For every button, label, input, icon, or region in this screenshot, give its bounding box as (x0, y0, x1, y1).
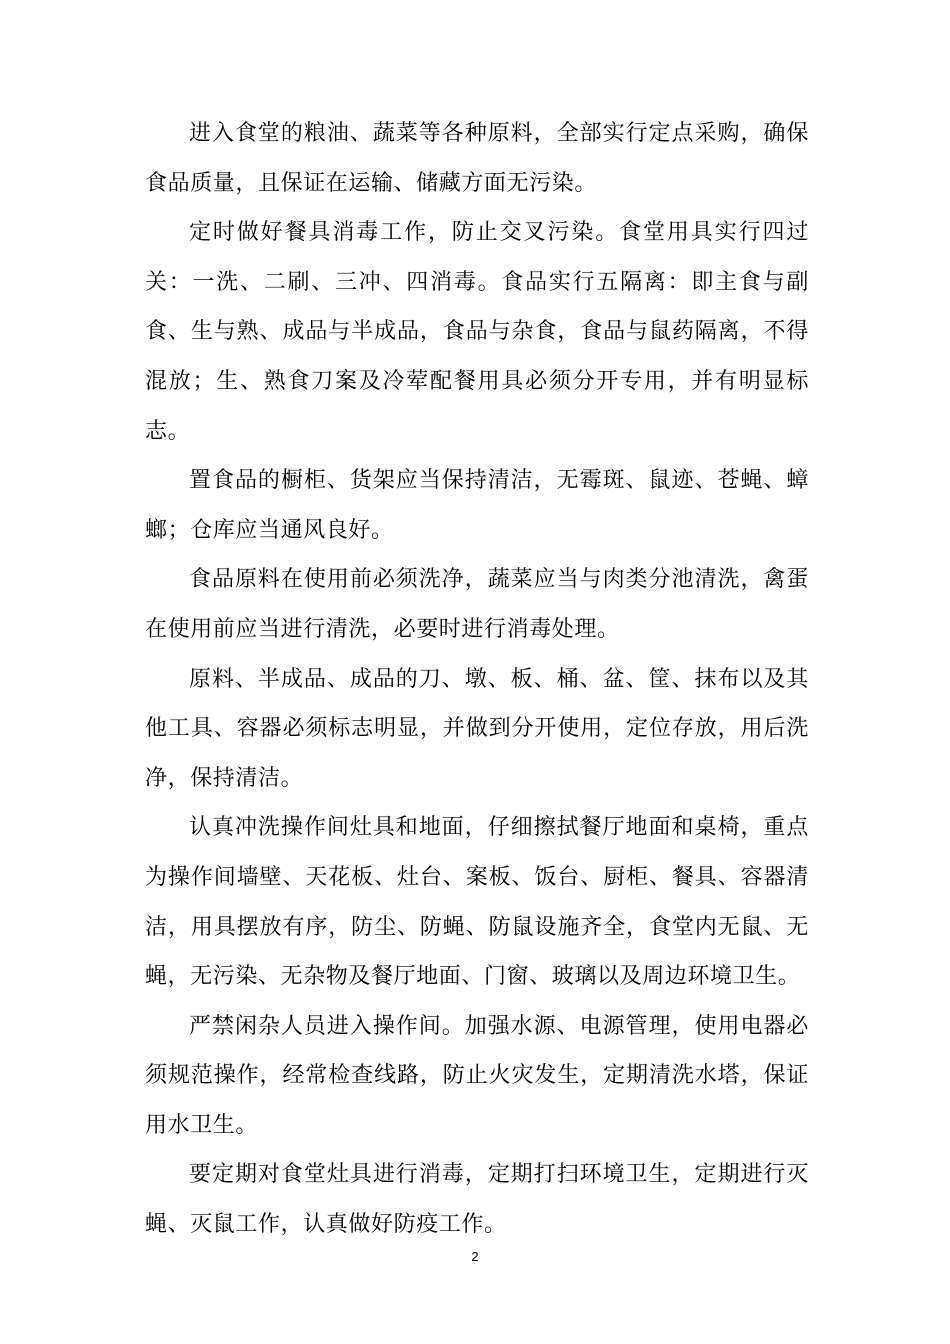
paragraph-4: 食品原料在使用前必须洗净，蔬菜应当与肉类分池清洗，禽蛋在使用前应当进行清洗，必要时进行消毒处理。 (145, 567, 809, 642)
document-body (145, 109, 809, 1250)
paragraph-8: 要定期对食堂灶具进行消毒，定期打扫环境卫生，定期进行灭蝇、灭鼠工作，认真做好防疫工作。 (145, 1162, 809, 1238)
paragraph-5: 原料、半成品、成品的刀、墩、板、桶、盆、筐、抹布以及其他工具、容器必须标志明显，并做到分开使用，定位存放，用后洗净，保持清洁。 (145, 666, 809, 791)
paragraph-2: 定时做好餐具消毒工作，防止交叉污染。食堂用具实行四过关：一洗、二刷、三冲、四消毒。食品实行五隔离：即主食与副食、生与熟、成品与半成品，食品与杂食，食品与鼠药隔离，不得混放；生、熟食刀案及冷荤配餐用具必须分开专用，并有明显标志。 (145, 220, 809, 444)
paragraph-6: 认真冲洗操作间灶具和地面，仔细擦拭餐厅地面和桌椅，重点为操作间墙壁、天花板、灶台、案板、饭台、厨柜、餐具、容器清洁，用具摆放有序，防尘、防蝇、防鼠设施齐全，食堂内无鼠、无蝇，无污染、无杂物及餐厅地面、门窗、玻璃以及周边环境卫生。 (145, 815, 809, 990)
paragraph-3: 置食品的橱柜、货架应当保持清洁，无霉斑、鼠迹、苍蝇、蟑螂；仓库应当通风良好。 (145, 468, 809, 543)
page-number: 2 (471, 1249, 479, 1264)
paragraph-7: 严禁闲杂人员进入操作间。加强水源、电源管理，使用电器必须规范操作，经常检查线路，防止火灾发生，定期清洗水塔，保证用水卫生。 (145, 1013, 809, 1138)
paragraph-1: 进入食堂的粮油、蔬菜等各种原料，全部实行定点采购，确保食品质量，且保证在运输、储藏方面无污染。 (145, 121, 809, 196)
